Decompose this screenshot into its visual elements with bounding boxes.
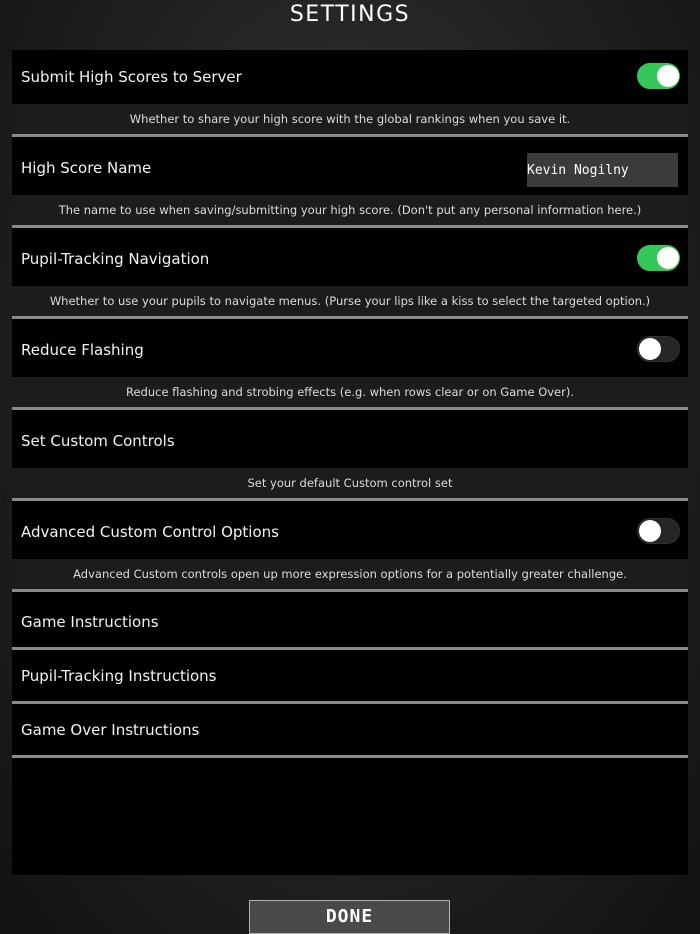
setting-description: Reduce flashing and strobing effects (e.g. when rows clear or on Game Over).	[12, 377, 688, 410]
setting-label: Advanced Custom Control Options	[21, 523, 279, 541]
setting-label: Set Custom Controls	[21, 432, 175, 450]
toggle-knob	[657, 247, 679, 269]
setting-description: Whether to share your high score with the global rankings when you save it.	[12, 104, 688, 137]
setting-label: Reduce Flashing	[21, 341, 144, 359]
setting-row-reduce-flashing	[12, 323, 688, 377]
setting-description: Set your default Custom control set	[12, 468, 688, 501]
setting-description: Whether to use your pupils to navigate menus. (Purse your lips like a kiss to select the targeted option.)	[12, 286, 688, 319]
setting-label: Pupil-Tracking Navigation	[21, 250, 210, 268]
setting-description: Advanced Custom controls open up more expression options for a potentially greater challenge.	[12, 559, 688, 592]
toggle-knob	[639, 520, 661, 542]
setting-description: The name to use when saving/submitting your high score. (Don't put any personal information here.)	[12, 195, 688, 228]
setting-row-pupil-tracking-navigation	[12, 232, 688, 286]
page-title: SETTINGS	[289, 2, 411, 27]
pupil-tracking-navigation-toggle[interactable]	[637, 245, 680, 271]
setting-label: Submit High Scores to Server	[21, 68, 242, 86]
toggle-knob	[639, 338, 661, 360]
setting-row-submit-high-scores	[12, 50, 688, 104]
done-button[interactable]: DONE	[249, 900, 450, 934]
advanced-custom-controls-toggle[interactable]	[637, 518, 680, 544]
nav-label: Game Instructions	[21, 613, 159, 631]
reduce-flashing-toggle[interactable]	[637, 336, 680, 362]
game-instructions-button[interactable]	[12, 596, 688, 650]
high-score-name-input[interactable]	[527, 153, 678, 187]
toggle-knob	[657, 65, 679, 87]
set-custom-controls-button[interactable]	[12, 414, 688, 468]
setting-row-advanced-custom-controls	[12, 505, 688, 559]
pupil-tracking-instructions-button[interactable]	[12, 650, 688, 704]
nav-label: Pupil-Tracking Instructions	[21, 667, 217, 685]
nav-label: Game Over Instructions	[21, 721, 200, 739]
setting-row-high-score-name	[12, 141, 688, 195]
game-over-instructions-button[interactable]	[12, 704, 688, 758]
settings-panel	[12, 50, 688, 875]
setting-label: High Score Name	[21, 159, 152, 177]
submit-high-scores-toggle[interactable]	[637, 63, 680, 89]
